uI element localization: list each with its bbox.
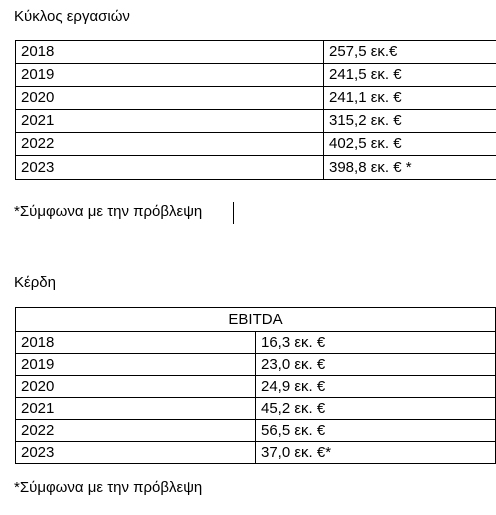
table-row [16, 354, 496, 376]
table-row [16, 41, 496, 64]
ebitda-table [15, 307, 496, 464]
ebitda-header: EBITDA [16, 308, 496, 332]
year-cell: 2023 [16, 156, 324, 180]
table-row [16, 376, 496, 398]
year-cell: 2023 [16, 442, 256, 464]
value-cell: 23,0 εκ. € [256, 354, 496, 376]
revenue-footnote[interactable]: *Σύμφωνα με την πρόβλεψη [14, 203, 203, 220]
year-cell: 2020 [16, 376, 256, 398]
profits-footnote: *Σύμφωνα με την πρόβλεψη [14, 479, 203, 496]
value-cell: 241,5 εκ. € [324, 64, 496, 87]
value-cell: 56,5 εκ. € [256, 420, 496, 442]
year-cell: 2020 [16, 87, 324, 110]
year-cell: 2019 [16, 354, 256, 376]
table-row [16, 156, 496, 180]
value-cell: 37,0 εκ. €* [256, 442, 496, 464]
year-cell: 2021 [16, 110, 324, 133]
table-row [16, 133, 496, 156]
profits-heading: Κέρδη [14, 274, 56, 291]
table-row [16, 442, 496, 464]
year-cell: 2018 [16, 41, 324, 64]
value-cell: 24,9 εκ. € [256, 376, 496, 398]
value-cell: 16,3 εκ. € [256, 332, 496, 354]
year-cell: 2021 [16, 398, 256, 420]
value-cell: 45,2 εκ. € [256, 398, 496, 420]
value-cell: 257,5 εκ.€ [324, 41, 496, 64]
revenue-heading: Κύκλος εργασιών [14, 8, 130, 25]
table-row [16, 87, 496, 110]
year-cell: 2019 [16, 64, 324, 87]
table-row [16, 398, 496, 420]
text-cursor [233, 202, 234, 224]
value-cell: 398,8 εκ. € * [324, 156, 496, 180]
revenue-table [15, 40, 496, 180]
value-cell: 241,1 εκ. € [324, 87, 496, 110]
year-cell: 2022 [16, 420, 256, 442]
year-cell: 2018 [16, 332, 256, 354]
table-header-row [16, 308, 496, 332]
table-row [16, 64, 496, 87]
value-cell: 402,5 εκ. € [324, 133, 496, 156]
table-row [16, 110, 496, 133]
table-row [16, 420, 496, 442]
table-row [16, 332, 496, 354]
value-cell: 315,2 εκ. € [324, 110, 496, 133]
year-cell: 2022 [16, 133, 324, 156]
